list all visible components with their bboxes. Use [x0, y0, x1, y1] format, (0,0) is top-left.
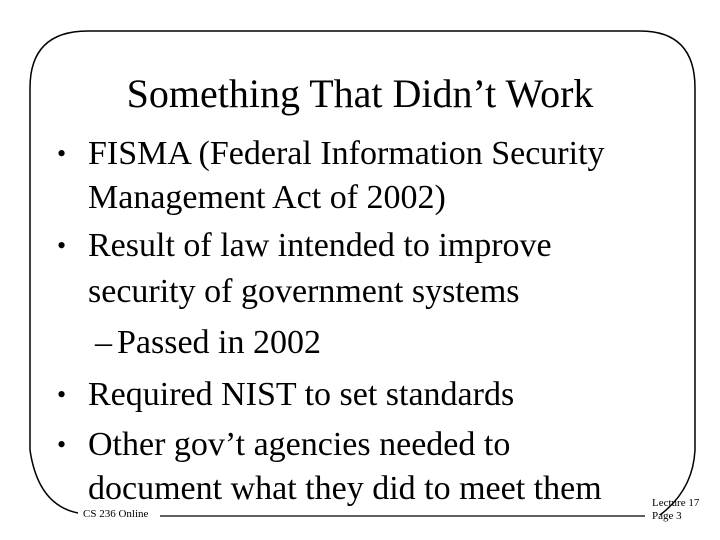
bullet-1-line-2: Management Act of 2002) [88, 179, 446, 216]
footer-course-label: CS 236 Online [83, 508, 149, 520]
bullet-2-line-1: Result of law intended to improve [88, 227, 552, 264]
bullet-icon: • [57, 380, 67, 409]
sub-item-passed-2002: Passed in 2002 [117, 324, 321, 361]
slide-title: Something That Didn’t Work [126, 71, 594, 116]
bullet-4-line-1: Other gov’t agencies needed to [88, 426, 511, 463]
footer-lecture-label: Lecture 17 [652, 497, 700, 509]
bullet-1-line-1: FISMA (Federal Information Security [88, 135, 605, 172]
footer-lecture-page [652, 497, 699, 523]
bullet-2-line-2: security of government systems [88, 273, 520, 310]
bullet-4-line-2: document what they did to meet them [88, 470, 602, 507]
bullet-icon: • [57, 430, 67, 459]
footer-page-label: Page 3 [652, 510, 682, 522]
sub-bullet-dash-icon: – [95, 324, 112, 361]
bullet-icon: • [57, 139, 67, 168]
bullet-3-line-1: Required NIST to set standards [88, 376, 515, 413]
bullet-icon: • [57, 231, 67, 260]
